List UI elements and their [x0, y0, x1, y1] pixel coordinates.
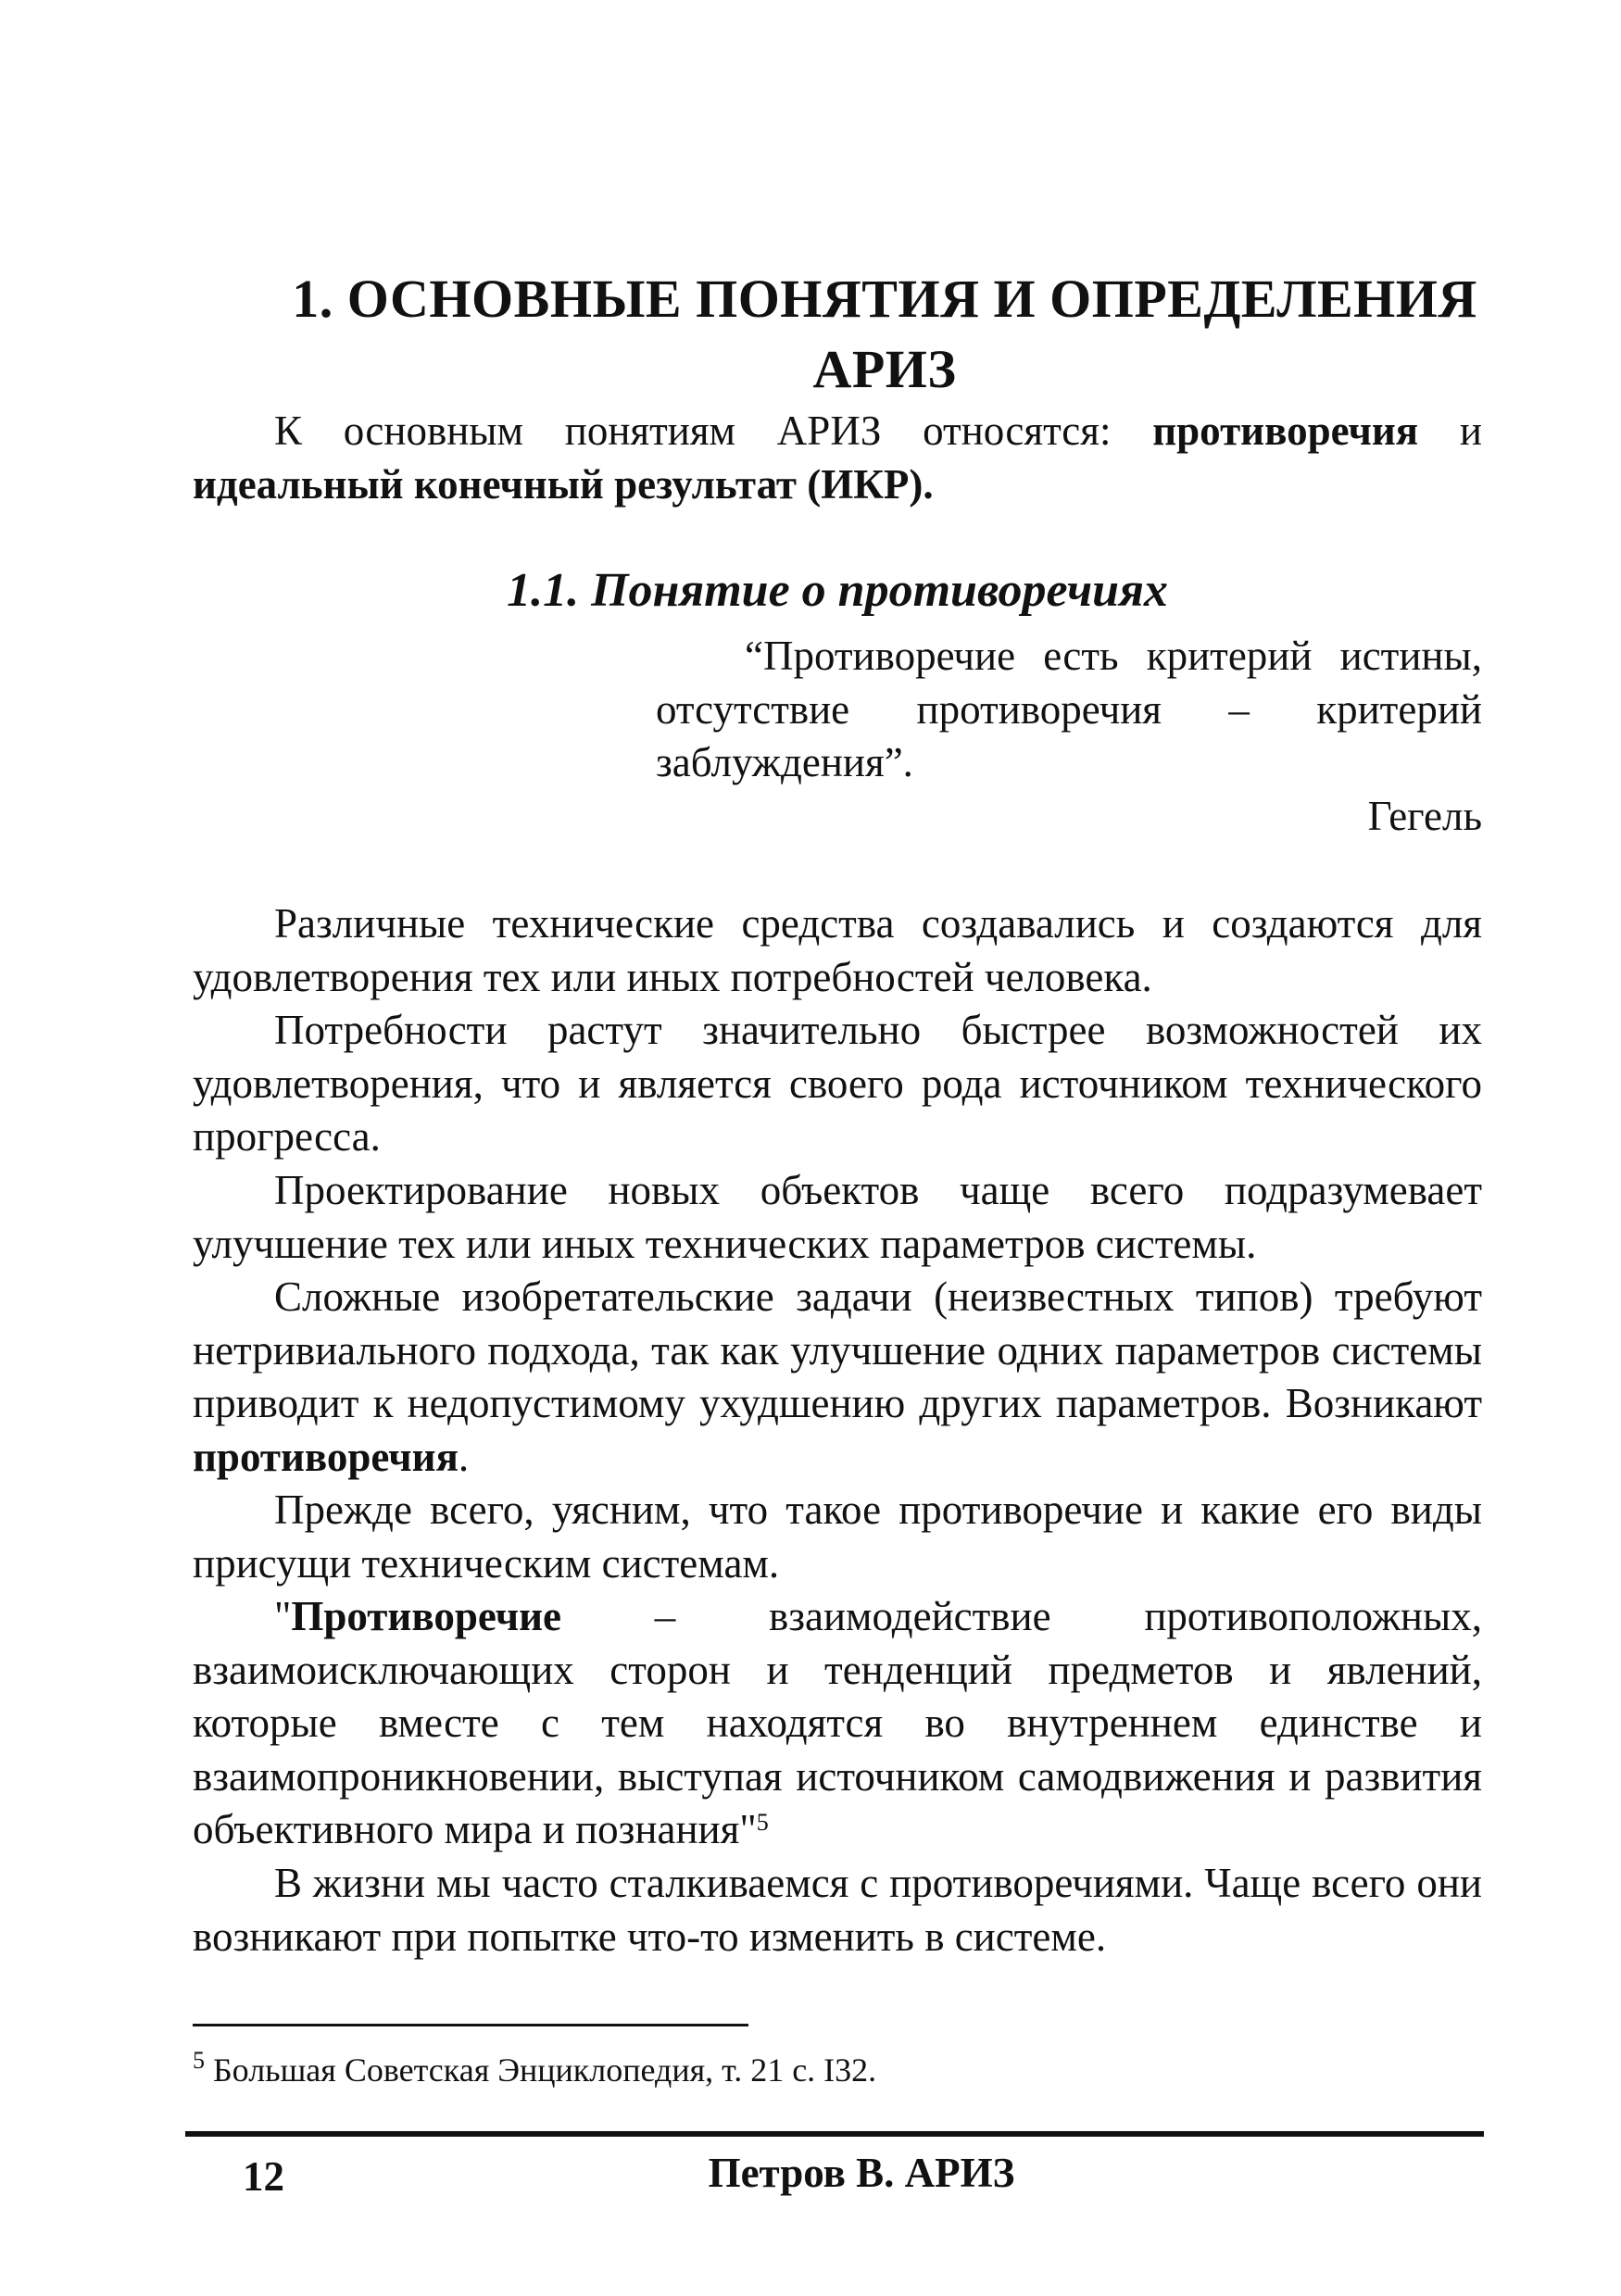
intro-conjunction: и	[1418, 408, 1482, 454]
paragraph-6-open-quote: "	[274, 1593, 292, 1639]
chapter-title	[269, 264, 1501, 405]
paragraph-4-text: Сложные изобретательские задачи (неизвестных типов) требуют нетривиального подхода, так как улучшение одних параметров системы приводит к недопустимому ухудшению других параметров. Возникают	[193, 1273, 1482, 1426]
paragraph-4	[193, 1271, 1482, 1484]
paragraph-6-text: – взаимодействие противоположных, взаимоисключающих сторон и тенденций предметов и явлений, которые вместе с тем находятся во внутреннем единстве и взаимопроникновении, выступая источником самодвижения и развития объективного мира и познания"	[193, 1593, 1482, 1852]
paragraph-1: Различные технические средства создавались и создаются для удовлетворения тех или иных потребностей человека.	[193, 900, 1482, 1000]
footnote-divider	[193, 2024, 748, 2026]
intro-text: К основным понятиям АРИЗ относятся:	[274, 408, 1153, 454]
paragraph-5: Прежде всего, уясним, что такое противоречие и какие его виды присущи техническим системам.	[193, 1487, 1482, 1587]
footnote-marker: 5	[193, 2047, 205, 2074]
running-footer-title: Петров В. АРИЗ	[708, 2150, 1015, 2196]
epigraph-quote: “Противоречие есть критерий истины, отсутствие противоречия – критерий заблуждения”.	[656, 633, 1482, 785]
intro-paragraph	[193, 405, 1482, 511]
footnote-reference[interactable]: 5	[756, 1809, 769, 1836]
footnote	[193, 2049, 1482, 2091]
chapter-title-line-1: 1. ОСНОВНЫЕ ПОНЯТИЯ И ОПРЕДЕЛЕНИЯ	[292, 269, 1477, 329]
paragraph-6	[193, 1590, 1482, 1857]
chapter-title-line-2: АРИЗ	[812, 339, 957, 399]
paragraph-4-end: .	[458, 1433, 470, 1480]
footer-divider	[185, 2131, 1484, 2137]
intro-term-contradictions: противоречия	[1152, 408, 1419, 454]
paragraph-7: В жизни мы часто сталкиваемся с противоречиями. Чаще всего они возникают при попытке что-то изменить в системе.	[193, 1860, 1482, 1960]
epigraph-author: Гегель	[1367, 793, 1482, 839]
paragraph-3: Проектирование новых объектов чаще всего подразумевает улучшение тех или иных технических параметров системы.	[193, 1167, 1482, 1267]
page-number: 12	[243, 2153, 284, 2200]
paragraph-4-term: противоречия	[193, 1433, 459, 1480]
paragraph-2: Потребности растут значительно быстрее возможностей их удовлетворения, что и является своего рода источником технического прогресса.	[193, 1007, 1482, 1160]
intro-term-ikr: идеальный конечный результат (ИКР).	[193, 460, 934, 508]
footnote-text: Большая Советская Энциклопедия, т. 21 с. I32.	[205, 2051, 877, 2089]
paragraph-6-term: Противоречие	[291, 1593, 561, 1639]
section-title: 1.1. Понятие о противоречиях	[507, 564, 1168, 617]
